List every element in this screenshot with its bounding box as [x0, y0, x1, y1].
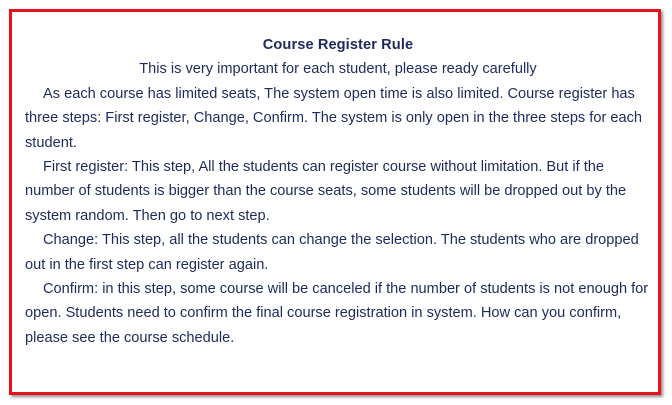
document-body	[25, 33, 651, 350]
paragraph-change: Change: This step, all the students can change the selection. The students who are dropped out in the first step can register again.	[25, 232, 639, 273]
document-frame	[9, 9, 661, 395]
document-subtitle: This is very important for each student, please ready carefully	[139, 61, 537, 78]
paragraph-intro: As each course has limited seats, The system open time is also limited. Course register has three steps: First register, Change, Confirm. The system is only open in the three steps for each student.	[25, 85, 643, 151]
paragraph-first-register: First register: This step, All the students can register course without limitation. But if the number of students is bigger than the course seats, some students will be dropped out by the system random. Then go to next step.	[25, 159, 627, 224]
paragraph-confirm: Confirm: in this step, some course will be canceled if the number of students is not enough for open. Students need to confirm the final course registration in system. How can you confirm, please see the course schedule.	[25, 281, 649, 346]
document-title: Course Register Rule	[262, 37, 414, 53]
